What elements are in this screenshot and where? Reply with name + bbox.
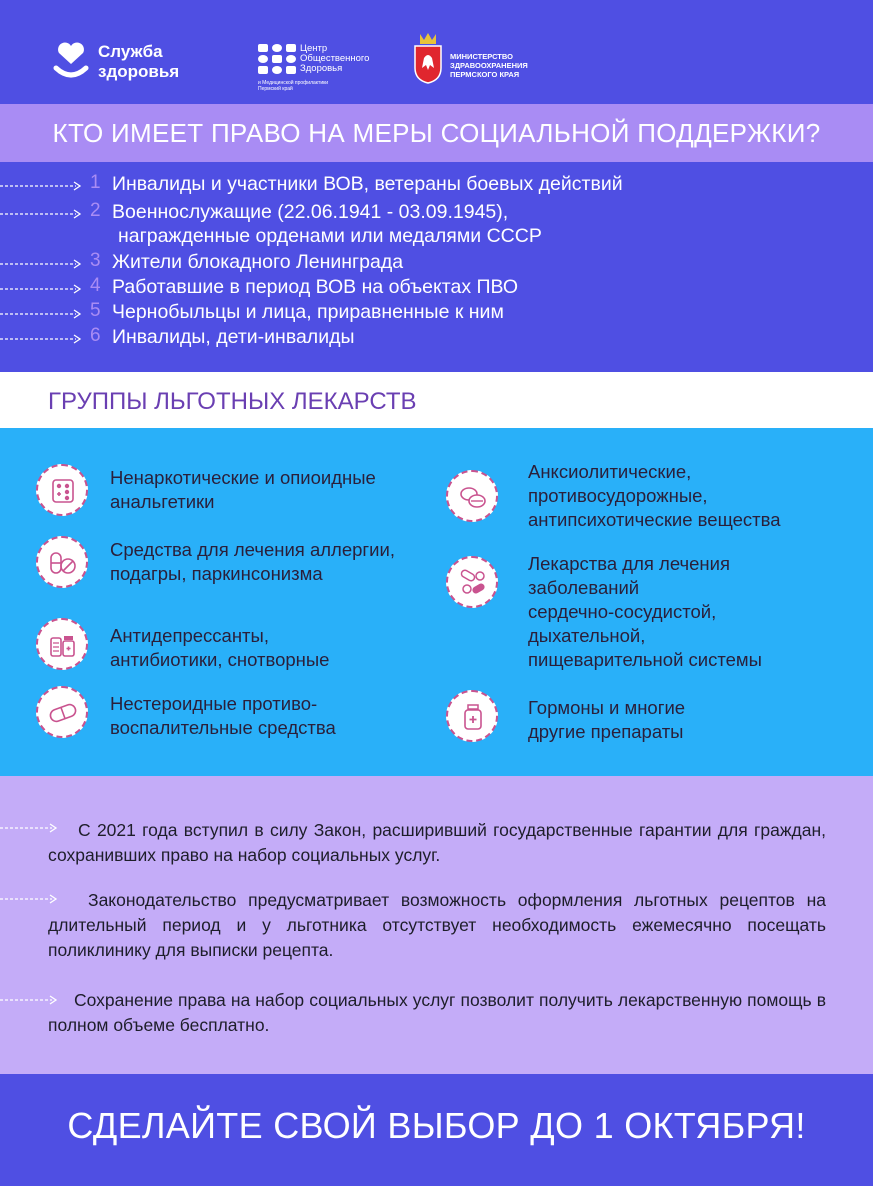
service-logo-line2: здоровья bbox=[98, 62, 180, 81]
list-item-text: Инвалиды, дети-инвалиды bbox=[112, 326, 355, 348]
public-health-center-logo bbox=[258, 44, 388, 94]
drug-group-line2: анальгетики bbox=[110, 491, 215, 512]
groups-panel bbox=[0, 428, 873, 776]
ministry-line1: МИНИСТЕРСТВО bbox=[450, 52, 513, 61]
capsule-icon bbox=[49, 699, 77, 727]
drug-group-line2: другие препараты bbox=[528, 721, 684, 742]
list-item-text: Жители блокадного Ленинграда bbox=[112, 251, 404, 273]
list-item-number: 4 bbox=[90, 275, 101, 296]
list-item-number: 1 bbox=[90, 172, 101, 193]
dashed-arrow-icon bbox=[0, 284, 82, 294]
dashed-arrow-icon bbox=[0, 209, 82, 219]
list-item-number: 2 bbox=[90, 200, 101, 221]
center-logo-line2: Общественного bbox=[300, 53, 370, 64]
drug-group-line1: Анксиолитические, bbox=[528, 461, 692, 482]
who-section-title: КТО ИМЕЕТ ПРАВО НА МЕРЫ СОЦИАЛЬНОЙ ПОДДЕРЖКИ? bbox=[52, 118, 821, 148]
drug-group-line1: Средства для лечения аллергии, bbox=[110, 539, 395, 560]
list-item-text: Чернобыльцы и лица, приравненные к ним bbox=[112, 301, 504, 323]
drug-group-line1: Гормоны и многие bbox=[528, 697, 686, 718]
info-paragraph-3: Сохранение права на набор социальных услуг позволит получить лекарственную помощь в полном объеме бесплатно. bbox=[48, 990, 826, 1035]
drug-group-line1: Антидепрессанты, bbox=[110, 625, 269, 646]
pills-mix-icon bbox=[459, 569, 487, 597]
list-item-text: Работавшие в период ВОВ на объектах ПВО bbox=[112, 276, 519, 298]
drug-group-line5: пищеварительной системы bbox=[528, 649, 762, 670]
drug-group-line3: сердечно-сосудистой, bbox=[528, 601, 717, 622]
drug-group-line1: Лекарства для лечения bbox=[528, 553, 730, 574]
dashed-arrow-icon bbox=[0, 309, 82, 319]
drug-badge bbox=[36, 464, 88, 516]
list-item-text: Военнослужащие (22.06.1941 - 03.09.1945), bbox=[112, 201, 509, 223]
medicine-jar-icon bbox=[459, 703, 487, 731]
info-paragraph-2: Законодательство предусматривает возможность оформления льготных рецептов на длительный период и у льготника отсутствует необходимость ежемесячно посещать поликлинику для выписки рецепта. bbox=[48, 890, 826, 960]
tablets-icon bbox=[459, 483, 487, 511]
drug-badge bbox=[446, 556, 498, 608]
coat-of-arms-icon bbox=[412, 32, 444, 84]
drug-group-line2: воспалительные средства bbox=[110, 717, 336, 738]
drug-badge bbox=[36, 618, 88, 670]
drug-badge bbox=[446, 690, 498, 742]
info-panel bbox=[0, 776, 873, 1074]
call-to-action: СДЕЛАЙТЕ СВОЙ ВЫБОР ДО 1 ОКТЯБРЯ! bbox=[67, 1105, 806, 1146]
list-item-text-continued: награжденные орденами или медалями СССР bbox=[118, 225, 542, 247]
service-logo bbox=[50, 40, 210, 90]
drug-group-line2: антибиотики, снотворные bbox=[110, 649, 330, 670]
list-item-number: 6 bbox=[90, 325, 101, 346]
heart-smile-icon bbox=[50, 40, 92, 82]
list-item-text: Инвалиды и участники ВОВ, ветераны боевых действий bbox=[112, 173, 623, 195]
drug-group-line1: Нестероидные противо- bbox=[110, 693, 318, 714]
drug-group-line2: подагры, паркинсонизма bbox=[110, 563, 323, 584]
drug-group-line3: антипсихотические вещества bbox=[528, 509, 781, 530]
center-logo-mark-icon bbox=[258, 44, 296, 74]
dashed-arrow-icon bbox=[0, 334, 82, 344]
groups-section-title: ГРУППЫ ЛЬГОТНЫХ ЛЕКАРСТВ bbox=[48, 388, 417, 415]
pill-blister-icon bbox=[49, 477, 77, 505]
center-logo-sub2: Пермский край bbox=[258, 86, 293, 92]
center-logo-line3: Здоровья bbox=[300, 63, 343, 74]
capsule-tablet-icon bbox=[49, 549, 77, 577]
drug-group-line4: дыхательной, bbox=[528, 625, 646, 646]
drug-badge bbox=[36, 536, 88, 588]
dashed-arrow-icon bbox=[0, 259, 82, 269]
list-item-number: 5 bbox=[90, 300, 101, 321]
info-paragraph-1: С 2021 года вступил в силу Закон, расширивший государственные гарантии для граждан, сохранивших право на набор социальных услуг. bbox=[48, 820, 826, 865]
drug-badge bbox=[446, 470, 498, 522]
who-list bbox=[0, 162, 873, 372]
drug-group-line2: заболеваний bbox=[528, 577, 640, 598]
medicine-bottles-icon bbox=[49, 631, 77, 659]
service-logo-line1: Служба bbox=[98, 42, 163, 61]
center-logo-line1: Центр bbox=[300, 43, 328, 54]
list-item-number: 3 bbox=[90, 250, 101, 271]
ministry-line3: ПЕРМСКОГО КРАЯ bbox=[450, 70, 520, 79]
drug-badge bbox=[36, 686, 88, 738]
drug-group-line1: Ненаркотические и опиоидные bbox=[110, 467, 376, 488]
dashed-arrow-icon bbox=[0, 181, 82, 191]
drug-group-line2: противосудорожные, bbox=[528, 485, 708, 506]
center-logo-sub1: и Медицинской профилактики bbox=[258, 80, 329, 86]
ministry-line2: ЗДРАВООХРАНЕНИЯ bbox=[450, 61, 528, 70]
header bbox=[0, 0, 873, 104]
ministry-logo bbox=[412, 32, 552, 92]
